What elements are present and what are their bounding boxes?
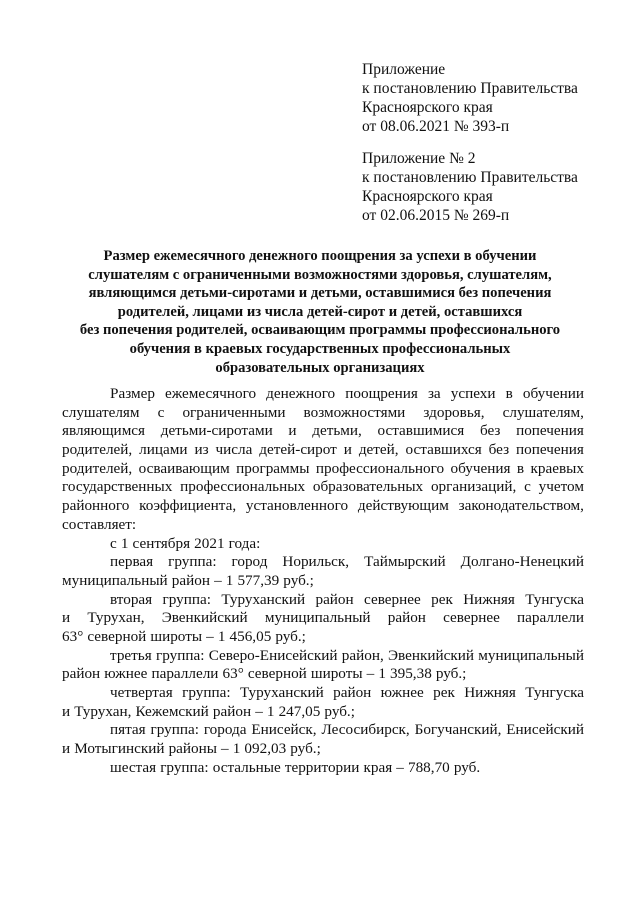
body-line: район южнее параллели 63° северной широты – 1 395,38 руб.; [62,665,467,683]
body-line: являющимся детьми-сиротами и детьми, оставшимися без попечения [62,422,584,440]
title-line: слушателям с ограниченными возможностями здоровья, слушателям, [88,266,552,283]
header-line: к постановлению Правительства [362,169,578,186]
appendix-header-original [362,149,634,225]
body-line: районного коэффициента, установленного действующим законодательством, [62,497,584,515]
body-line: Размер ежемесячного денежного поощрения за успехи в обучении [110,385,584,402]
body-line: слушателям с ограниченными возможностями здоровья, слушателям, [62,403,584,421]
body-line: муниципальный район – 1 577,39 руб.; [62,571,314,589]
body-line: шестая группа: остальные территории края – 788,70 руб. [110,758,481,776]
header-line: Красноярского края [362,99,493,116]
title-line: Размер ежемесячного денежного поощрения за успехи в обучении [103,248,537,264]
body-line: и Турухан, Кежемский район – 1 247,05 руб.; [62,702,355,720]
body-line: и Турухан, Эвенкийский муниципальный район севернее параллели [62,609,584,627]
document-title [60,247,580,377]
title-line: родителей, лицами из числа детей-сирот и детей, оставшихся [117,303,523,320]
body-line: родителей, лицами из числа детей-сирот и детей, оставшихся без попечения [62,441,584,459]
body-line: пятая группа: города Енисейск, Лесосибирск, Богучанский, Енисейский [110,721,584,739]
body-line: 63° северной широты – 1 456,05 руб.; [62,627,306,645]
title-line: являющимся детьми-сиротами и детьми, оставшимися без попечения [88,285,552,302]
body-line: и Мотыгинский районы – 1 092,03 руб.; [62,740,321,758]
header-line: от 02.06.2015 № 269-п [362,207,510,224]
body-line: составляет: [62,515,137,533]
header-line: Красноярского края [362,188,493,205]
body-line: четвертая группа: Туруханский район южнее рек Нижняя Тунгуска [110,684,584,701]
body-line: с 1 сентября 2021 года: [110,534,261,552]
body-line: государственных профессиональных образовательных организаций, с учетом [62,478,584,496]
header-line: от 08.06.2021 № 393-п [362,118,510,135]
header-line: Приложение [362,61,446,78]
appendix-header-current [362,60,634,136]
title-line: образовательных организациях [215,359,425,376]
header-line: Приложение № 2 [362,150,476,167]
body-line: первая группа: город Норильск, Таймырский Долгано-Ненецкий [110,553,584,571]
body-line: родителей, осваивающим программы профессионального обучения в краевых [62,459,584,477]
document-body [62,385,584,777]
header-line: к постановлению Правительства [362,80,578,97]
body-line: вторая группа: Туруханский район севернее рек Нижняя Тунгуска [110,590,584,608]
title-line: без попечения родителей, осваивающим программы профессионального [79,322,561,339]
title-line: обучения в краевых государственных профессиональных [129,340,511,357]
body-line: третья группа: Северо-Енисейский район, Эвенкийский муниципальный [110,646,584,664]
